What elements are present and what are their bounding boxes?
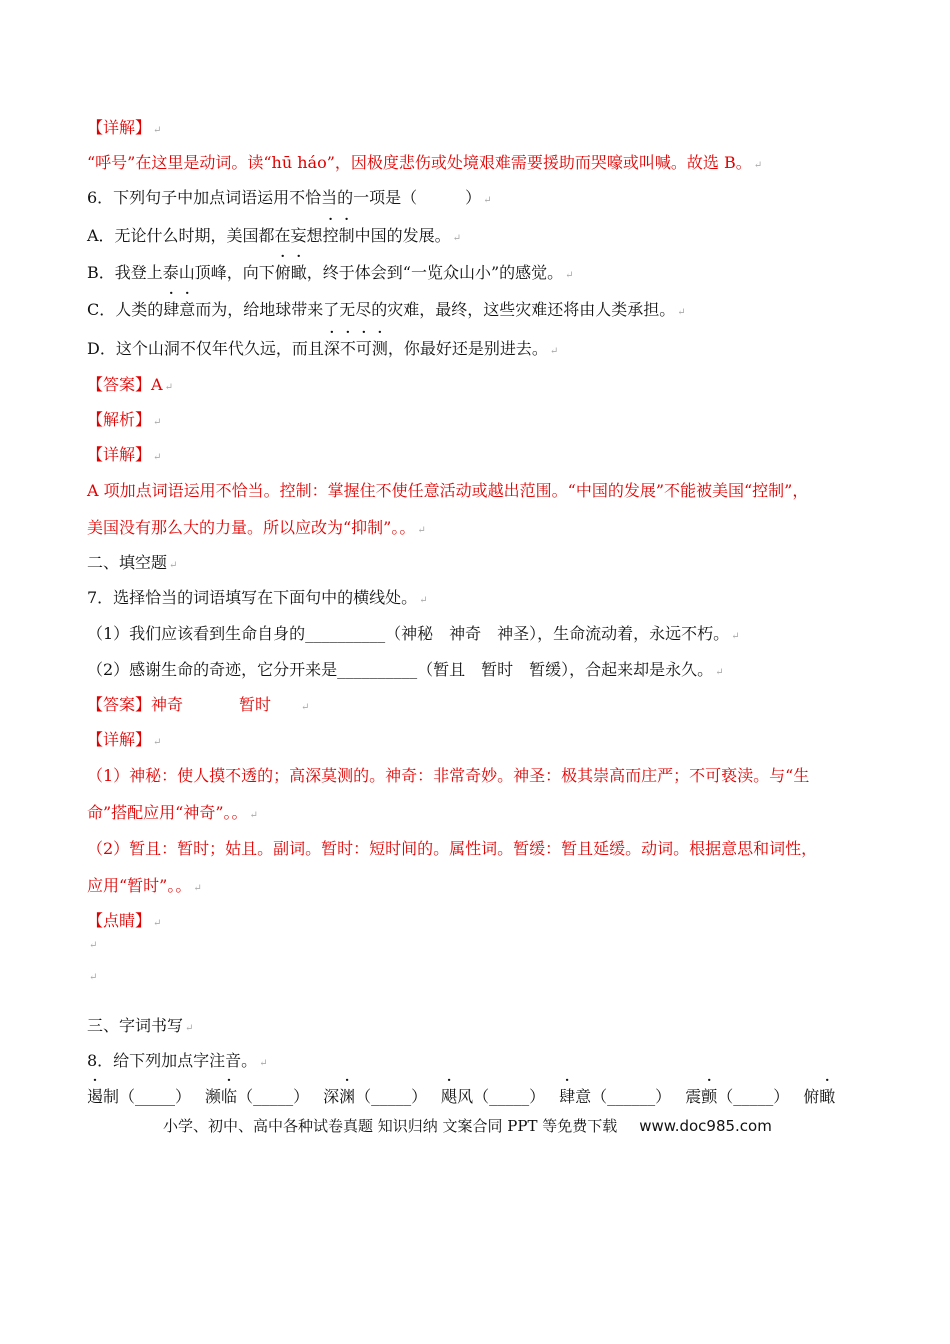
dotted-char: 肆 [163, 300, 180, 319]
q6-stem: 6．下列句子中加点词语运用不恰当的一项是（ ） ↵ [87, 188, 492, 207]
q7-item1: （1）我们应该看到生命自身的__________（神秘 神奇 神圣），生命流动着，永远不朽。 ↵ [87, 624, 740, 643]
dotted-char: 制 [338, 226, 355, 245]
q6-option-a: A．无论什么时期，美国都在妄想控制中国的发展。 ↵ [87, 226, 461, 245]
q6-detail-line2: 美国没有那么大的力量。所以应改为“抑制”。。 ↵ [87, 518, 426, 537]
dotted-char: 瞰 [819, 1087, 836, 1106]
dotted-char: 颤 [701, 1087, 718, 1106]
q6-option-b: B．我登上泰山顶峰，向下俯瞰，终于体会到“一览众山小”的感觉。 ↵ [87, 263, 574, 282]
q5-detail-label: 【详解】 ↵ [87, 118, 162, 137]
dotted-char: 控 [322, 226, 339, 245]
q7-detail-label: 【详解】 ↵ [87, 730, 162, 749]
dotted-char: 渊 [339, 1087, 356, 1106]
q7-answer: 【答案】神奇 暂时 ↵ [87, 695, 310, 714]
dotted-char: 测 [371, 339, 388, 358]
q6-detail-line1: A 项加点词语运用不恰当。控制：掌握住不使任意活动或越出范围。“中国的发展”不能被美国“控制”， [87, 481, 809, 500]
empty-paragraph-mark: ↵ [89, 940, 98, 951]
pinyin-item: 濒临（_____） [205, 1087, 310, 1106]
option-text-post: 而为，给地球带来了无尽的灾难，最终，这些灾难还将由人类承担。 [195, 300, 676, 319]
option-text-pre: B．我登上泰山顶峰，向下 [87, 263, 275, 282]
q6-option-d: D．这个山洞不仅年代久远，而且深不可测，你最好还是别进去。 ↵ [87, 339, 559, 358]
dotted-char: 不 [339, 339, 356, 358]
pinyin-item: 飓风（_____） [441, 1087, 546, 1106]
q8-stem: 8．给下列加点字注音。 ↵ [87, 1051, 268, 1070]
dotted-char: 可 [355, 339, 372, 358]
q7-detail2-line2: 应用“暂时”。。 ↵ [87, 876, 202, 895]
section-fill-blank: 二、填空题 ↵ [87, 553, 178, 572]
q7-detail1-line1: （1）神秘：使人摸不透的；高深莫测的。神奇：非常奇妙。神圣：极其崇高而庄严；不可亵渎。与“生 [87, 766, 810, 785]
q5-detail-text: “呼号”在这里是动词。读“hū háo”，因极度悲伤或处境艰难需要援助而哭嚎或叫喊。故选 B。 ↵ [87, 153, 763, 172]
pinyin-item: 震颤（_____） [685, 1087, 790, 1106]
dotted-char: 深 [323, 339, 340, 358]
empty-paragraph-mark-2: ↵ [89, 972, 98, 983]
dotted-char: 意 [179, 300, 196, 319]
q6-detail-label: 【详解】 ↵ [87, 445, 162, 464]
option-text-pre: A．无论什么时期，美国都在妄想 [87, 226, 323, 245]
option-text-pre: D．这个山洞不仅年代久远，而且 [87, 339, 324, 358]
dotted-char: 瞰 [290, 263, 307, 282]
q7-tip-label: 【点睛】 ↵ [87, 911, 162, 930]
pinyin-item: 肆意（______） [559, 1087, 672, 1106]
dotted-char: 俯 [274, 263, 291, 282]
dotted-char: 临 [221, 1087, 238, 1106]
option-text-post: ，终于体会到“一览众山小”的感觉。 [306, 263, 564, 282]
dotted-char: 遏 [87, 1087, 104, 1106]
q7-detail1-line2: 命”搭配应用“神奇”。。 ↵ [87, 803, 258, 822]
q8-items [87, 1086, 835, 1108]
page-footer [163, 1116, 772, 1136]
q7-detail2-line1: （2）暂且：暂时；姑且。副词。暂时：短时间的。属性词。暂缓：暂且延缓。动词。根据意思和词性， [87, 839, 818, 858]
footer-text: 小学、初中、高中各种试卷真题 知识归纳 文案合同 PPT 等免费下载 [163, 1117, 618, 1135]
footer-url[interactable]: www.doc985.com [639, 1117, 772, 1135]
dotted-char: 飓 [441, 1087, 458, 1106]
q7-item2: （2）感谢生命的奇迹，它分开来是__________（暂且 暂时 暂缓），合起来却是永久。 ↵ [87, 660, 724, 679]
pinyin-item: 俯瞰 [803, 1087, 836, 1106]
q7-stem: 7．选择恰当的词语填写在下面句中的横线处。 ↵ [87, 588, 428, 607]
option-text-post: 中国的发展。 [354, 226, 451, 245]
pinyin-item: 深渊（_____） [323, 1087, 428, 1106]
pinyin-item: 遏制（_____） [87, 1087, 192, 1106]
dotted-char: 肆 [559, 1087, 576, 1106]
q6-analysis-label: 【解析】 ↵ [87, 410, 162, 429]
q6-answer: 【答案】A ↵ [87, 375, 173, 394]
q6-option-c: C．人类的肆意而为，给地球带来了无尽的灾难，最终，这些灾难还将由人类承担。 ↵ [87, 300, 686, 319]
option-text-pre: C．人类的 [87, 300, 164, 319]
section-word-writing: 三、字词书写 ↵ [87, 1016, 194, 1035]
option-text-post: ，你最好还是别进去。 [387, 339, 548, 358]
